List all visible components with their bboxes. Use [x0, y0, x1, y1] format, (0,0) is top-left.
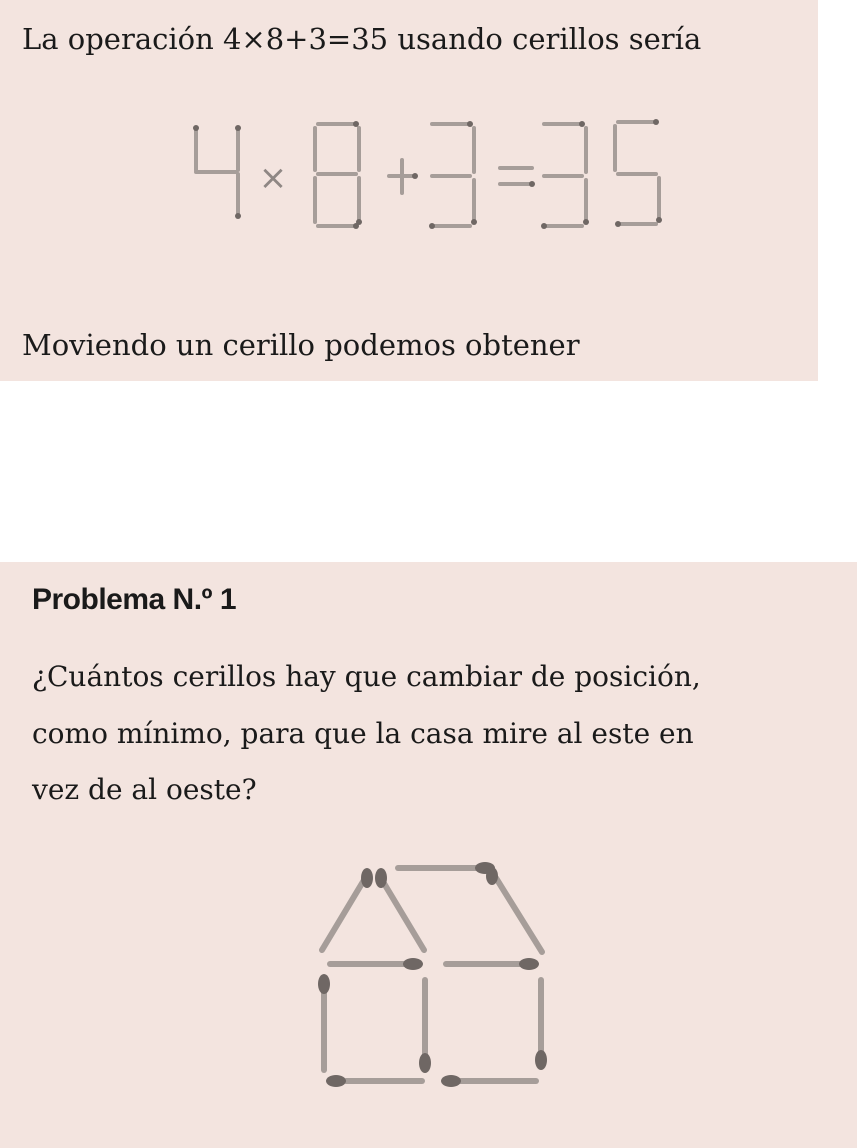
digit-five: [615, 122, 659, 224]
digit-three-second: [544, 124, 586, 226]
problem-title: Problema N.º 1: [32, 583, 237, 616]
intro-text: La operación 4×8+3=35 usando cerillos sería: [22, 22, 702, 56]
matchstick-house: [322, 868, 542, 1081]
digit-three: [432, 124, 474, 226]
question-line: vez de al oeste?: [32, 773, 257, 806]
question-line: como mínimo, para que la casa mire al este en: [32, 717, 694, 750]
equals-sign: [500, 168, 532, 184]
digit-four: [196, 128, 238, 216]
times-sign: ×: [258, 158, 288, 198]
plus-sign: [389, 160, 415, 193]
followup-text: Moviendo un cerillo podemos obtener: [22, 328, 580, 362]
question-line: ¿Cuántos cerillos hay que cambiar de posición,: [32, 660, 701, 693]
digit-eight: [315, 124, 359, 226]
